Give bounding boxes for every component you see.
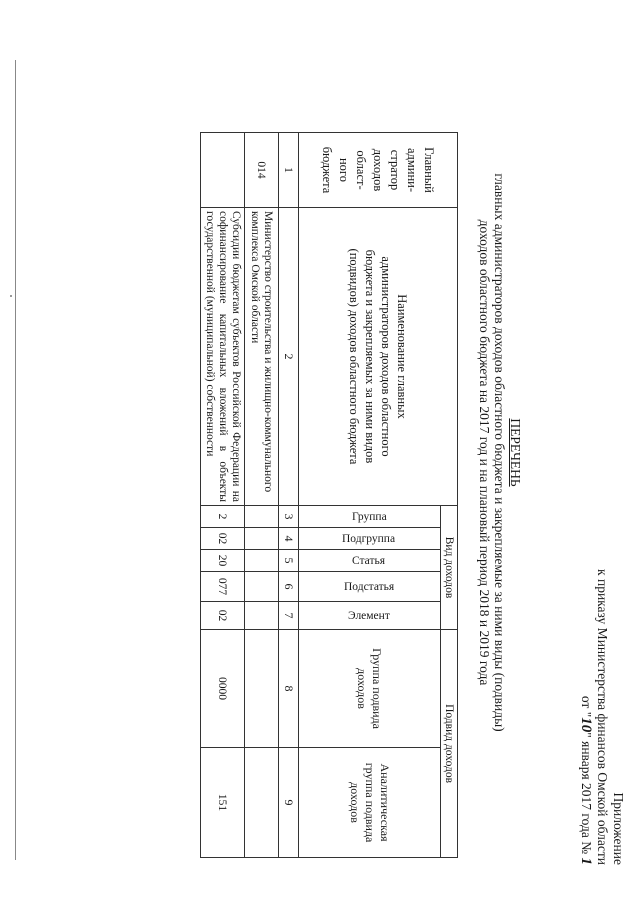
admin-code [201,133,245,208]
cell-gruppa: 2 [201,506,245,528]
cell-statya [245,550,279,572]
cell-gruppa [245,506,279,528]
header-gruppa: Группа [299,506,441,528]
col-number: 9 [279,748,299,858]
header-gruppa-podvida: Группа подвида доходов [299,630,441,748]
column-numbers-row [279,133,299,858]
scan-speck [10,295,12,297]
header-statya: Статья [299,550,441,572]
handwritten-day: 10 [578,717,594,733]
header-podvid-dohodov: Подвид доходов [441,630,458,858]
cell-element: 02 [201,602,245,630]
header-vid-dohodov: Вид доходов [441,506,458,630]
col-number: 8 [279,630,299,748]
date-middle: " января 2017 года № [579,732,594,858]
col-number: 1 [279,133,299,208]
col-number: 5 [279,550,299,572]
cell-podstatya: 077 [201,572,245,602]
table-row [201,133,245,858]
header-podgruppa: Подгруппа [299,528,441,550]
cell-gruppa-podvida [245,630,279,748]
appendix-order-ref: к приказу Министерства финансов Омской области [595,569,610,865]
col-number: 3 [279,506,299,528]
cell-analit-gruppa: 151 [201,748,245,858]
date-prefix: от " [579,695,594,718]
table-row [245,133,279,858]
header-row-1 [441,133,458,858]
administrator-name: Министерство строительства и жилищно-коммунального комплекса Омской области [245,208,279,506]
handwritten-number: 1 [578,857,594,865]
cell-element [245,602,279,630]
title-main: ПЕРЕЧЕНЬ [508,418,523,487]
col-number: 2 [279,208,299,506]
col-number: 4 [279,528,299,550]
cell-podgruppa [245,528,279,550]
cell-podgruppa: 02 [201,528,245,550]
title-line-1: главных администраторов доходов областного бюджета и закрепляемые за ними виды (подвиды) [492,173,508,732]
header-element: Элемент [299,602,441,630]
revenue-type-name: Субсидии бюджетам субъектов Российской Федерации на софинансирование капитальных вложений в объекты государственной (муниципальной) собственности [201,208,245,506]
admin-code: 014 [245,133,279,208]
title-line-2: доходов областного бюджета на 2017 год и на плановый период 2018 и 2019 года [477,219,492,686]
appendix-date-line [578,569,594,865]
cell-podstatya [245,572,279,602]
appendix-label: Приложение [611,792,626,865]
col-number: 6 [279,572,299,602]
cell-statya: 20 [201,550,245,572]
header-admin: Главный админи- стратор доходов област- ного бюджета [299,133,458,208]
header-name: Наименование главных администраторов доходов областного бюджета и закрепляемых за ними видов (подвидов) доходов областного бюджета [299,208,458,506]
cell-analit-gruppa [245,748,279,858]
scan-edge-line [15,60,16,860]
header-analit-gruppa: Аналитическая группа подвида доходов [299,748,441,858]
col-number: 7 [279,602,299,630]
revenue-administrators-table [200,132,458,858]
cell-gruppa-podvida: 0000 [201,630,245,748]
document-title [477,0,524,905]
header-podstatya: Подстатья [299,572,441,602]
appendix-header [578,569,626,865]
